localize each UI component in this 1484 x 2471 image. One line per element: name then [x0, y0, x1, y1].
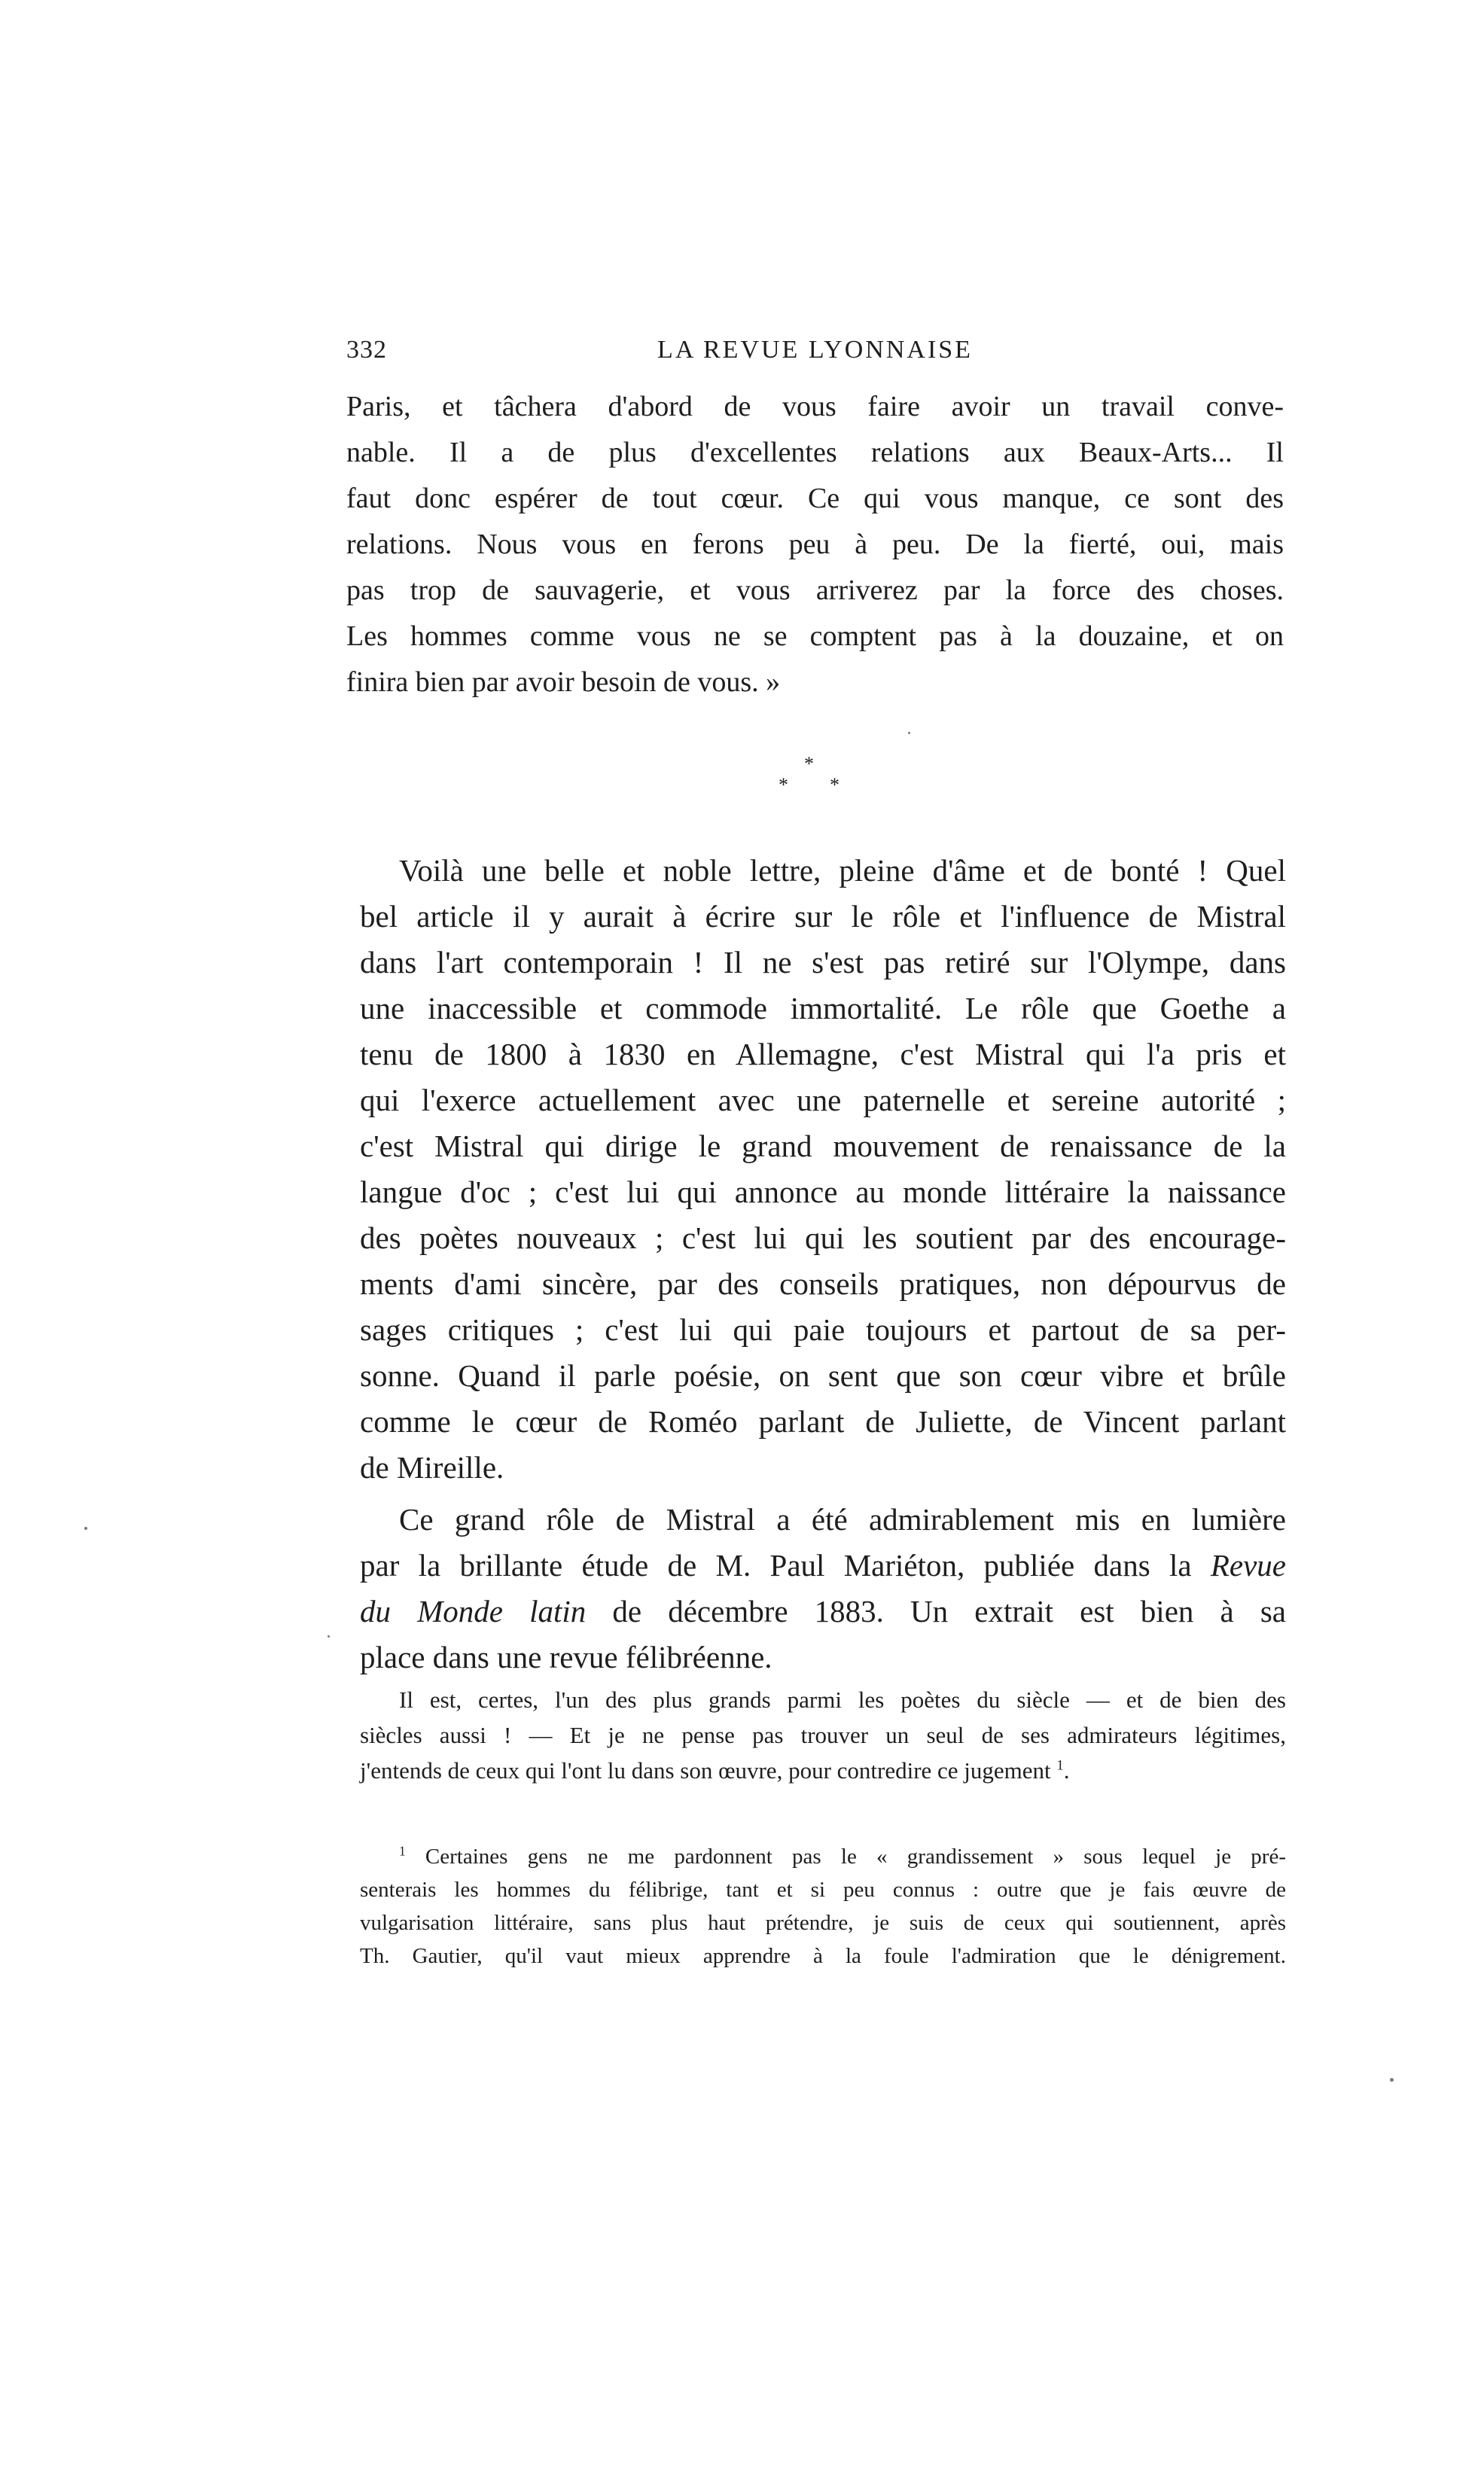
journal-title-italic: du Monde latin — [360, 1594, 587, 1629]
journal-title-italic: Revue — [1210, 1548, 1286, 1583]
paper-speck — [84, 1527, 87, 1530]
text-line: Voilà une belle et noble lettre, pleine d'âme et de bonté ! Quel — [399, 853, 1286, 888]
text-line: tenu de 1800 à 1830 en Allemagne, c'est Mistral qui l'a pris et — [360, 1037, 1286, 1071]
footnote — [360, 1840, 1286, 1973]
text-line: langue d'oc ; c'est lui qui annonce au monde littéraire la naissance — [360, 1175, 1286, 1209]
text-line: Les hommes comme vous ne se comptent pas à la douzaine, et on — [346, 620, 1284, 652]
text-line: c'est Mistral qui dirige le grand mouvement de renaissance de la — [360, 1129, 1286, 1163]
text-line: qui l'exerce actuellement avec une paternelle et sereine autorité ; — [360, 1083, 1286, 1117]
text-run: Certaines gens ne me pardonnent pas le « grandissement » sous lequel je pré- — [405, 1845, 1286, 1869]
text-line: une inaccessible et commode immortalité. Le rôle que Goethe a — [360, 991, 1286, 1025]
paragraph-1 — [360, 848, 1286, 1491]
text-line: nable. Il a de plus d'excellentes relations aux Beaux-Arts... Il — [346, 437, 1284, 468]
text-run: par la brillante étude de M. Paul Mariéton, publiée dans la — [360, 1548, 1192, 1583]
text-line: Il est, certes, l'un des plus grands parmi les poètes du siècle — et de bien des — [399, 1686, 1286, 1713]
page-header — [346, 336, 1284, 369]
text-line: siècles aussi ! — Et je ne pense pas trouver un seul de ses admirateurs légitimes, — [360, 1722, 1286, 1748]
page-number: 332 — [346, 336, 387, 364]
text-line: dans l'art contemporain ! Il ne s'est pas retiré sur l'Olympe, dans — [360, 945, 1286, 980]
text-run: j'entends de ceux qui l'ont lu dans son œuvre, pour contredire ce jugement — [360, 1757, 1051, 1784]
letter-excerpt — [346, 384, 1284, 705]
text-line: Paris, et tâchera d'abord de vous faire avoir un travail conve- — [346, 391, 1284, 422]
text-line: comme le cœur de Roméo parlant de Juliette, de Vincent parlant — [360, 1404, 1286, 1439]
text-line: sages critiques ; c'est lui qui paie toujours et partout de sa per- — [360, 1312, 1286, 1347]
text-line: sonne. Quand il parle poésie, on sent que son cœur vibre et brûle — [360, 1358, 1286, 1393]
paper-speck — [908, 732, 910, 734]
text-line: bel article il y aurait à écrire sur le rôle et l'influence de Mistral — [360, 899, 1286, 934]
asterisk-glyph: * — [779, 774, 788, 796]
running-head: LA REVUE LYONNAISE — [657, 336, 973, 364]
text-line — [360, 1543, 1286, 1589]
text-line: de Mireille. — [360, 1450, 504, 1485]
text-line: vulgarisation littéraire, sans plus haut prétendre, je suis de ceux qui soutiennent, après — [360, 1911, 1286, 1935]
text-line: Th. Gautier, qu'il vaut mieux apprendre à la foule l'admiration que le dénigrement. — [360, 1944, 1286, 1968]
asterisk-glyph: * — [830, 774, 840, 796]
text-line: relations. Nous vous en ferons peu à peu. De la fierté, oui, mais — [346, 529, 1284, 560]
footnote-marker: 1 — [399, 1843, 406, 1859]
paragraph-2 — [360, 1497, 1286, 1680]
section-separator-asterism — [776, 753, 843, 806]
text-run: de décembre 1883. Un extrait est bien à sa — [586, 1594, 1286, 1629]
paper-speck — [328, 1635, 330, 1638]
text-line: finira bien par avoir besoin de vous. » — [346, 666, 781, 698]
text-line: pas trop de sauvagerie, et vous arriverez par la force des choses. — [346, 574, 1284, 606]
block-quotation — [360, 1682, 1286, 1788]
text-line: senterais les hommes du félibrige, tant et si peu connus : outre que je fais œuvre de — [360, 1878, 1286, 1902]
essay-body — [360, 848, 1286, 1680]
text-line: faut donc espérer de tout cœur. Ce qui vous manque, ce sont des — [346, 483, 1284, 514]
text-line — [360, 1589, 1286, 1635]
text-line: ments d'ami sincère, par des conseils pratiques, non dépourvus de — [360, 1266, 1286, 1301]
paper-speck — [1390, 2078, 1394, 2082]
text-line: place dans une revue félibréenne. — [360, 1640, 772, 1674]
asterisk-glyph: * — [804, 753, 814, 775]
text-run: . — [1063, 1757, 1070, 1784]
text-line — [360, 1753, 1286, 1788]
text-line: Ce grand rôle de Mistral a été admirablement mis en lumière — [399, 1502, 1286, 1537]
text-line: des poètes nouveaux ; c'est lui qui les soutient par des encourage- — [360, 1220, 1286, 1255]
text-line — [360, 1840, 1286, 1873]
footnote-reference: 1 — [1056, 1757, 1064, 1774]
